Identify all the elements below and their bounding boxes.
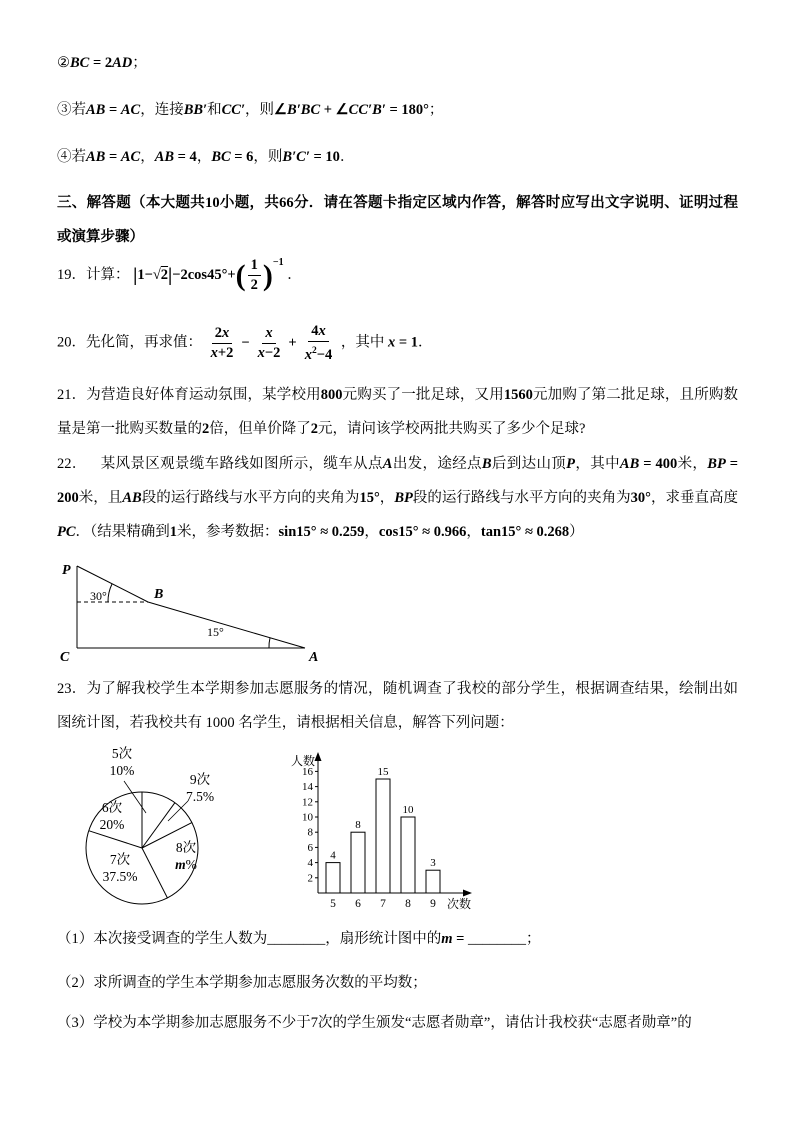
pie-slice-name: 8次 [175, 840, 197, 855]
text-segment: −2 [264, 344, 281, 361]
text-segment: BC [211, 149, 231, 165]
text-segment: 米，且 [78, 490, 123, 506]
text-segment: AC [120, 102, 141, 118]
text-segment: 元加购了第二批足球，且所购数量是第一批购买数量的 [57, 387, 739, 437]
angle-arc-15 [269, 638, 270, 648]
y-axis-arrow [315, 752, 322, 761]
pie-slice-divider [142, 848, 167, 898]
angle-arc-30 [108, 584, 112, 602]
bar-chart-figure [283, 745, 488, 920]
text-segment: ， [364, 524, 379, 540]
statement-3 [57, 97, 738, 123]
pie-slice-name: 6次 [101, 800, 123, 815]
text-segment: ∠ [274, 102, 288, 118]
y-tick-label: 16 [302, 765, 313, 778]
text-segment: = 6 [230, 149, 254, 165]
statement-4 [57, 144, 738, 170]
pie-slice-pct: 20% [99, 817, 125, 832]
problem-22 [57, 447, 738, 549]
text-segment: AB [86, 149, 106, 165]
fraction [255, 324, 284, 363]
text-segment: BP [394, 490, 413, 506]
fraction-numerator [248, 256, 261, 276]
fraction [302, 322, 336, 365]
text-segment: ．（结果精确到 [75, 524, 170, 540]
bar-chart [283, 745, 488, 920]
text-segment: AB [86, 102, 106, 118]
fraction-denominator [248, 276, 261, 295]
x-category-label: 6 [355, 898, 361, 910]
text-segment: = 400 [639, 456, 678, 472]
text-segment: x [387, 334, 396, 351]
y-tick-label: 2 [307, 872, 313, 885]
fraction [248, 256, 261, 295]
text-segment: ，连接 [140, 102, 184, 118]
pie-slice-pct: 10% [109, 763, 135, 778]
text-segment: 30° [630, 490, 651, 506]
x-category-label: 5 [330, 898, 336, 910]
text-segment: 名学生，请根据相关信息，解答下列问题： [234, 715, 514, 731]
text-segment: x [304, 346, 312, 363]
text-segment: 段的运行路线与水平方向的夹角为 [141, 490, 360, 506]
problem-19 [57, 256, 738, 295]
text-segment: = [105, 102, 121, 118]
text-segment: 1000 [205, 715, 235, 731]
text-segment: A [382, 456, 393, 472]
text-segment: ，其中 [340, 334, 388, 351]
text-segment: 15° [359, 490, 380, 506]
text-segment: BP [707, 456, 726, 472]
text-segment: ② [57, 55, 70, 71]
text-segment: ④若 [57, 149, 86, 165]
text-segment: x [210, 344, 218, 361]
text-segment: = 2 [89, 55, 113, 71]
y-axis-title: 人数 [291, 754, 316, 768]
x-category-label: 8 [405, 898, 411, 910]
text-segment: 某风景区观景缆车路线如图所示，缆车从点 [100, 456, 383, 472]
text-segment: B′BC [287, 102, 321, 118]
x-category-label: 7 [380, 898, 386, 910]
text-segment: ________ [468, 931, 527, 947]
text-segment: PC [57, 524, 76, 540]
cable-car-diagram [57, 560, 367, 670]
text-segment: 21．为营造良好体育运动氛围，某学校用 [57, 387, 321, 403]
text-segment: = 1 [395, 334, 418, 351]
text-segment: 2 [311, 346, 317, 356]
bar [326, 863, 340, 893]
triangle-figure [57, 560, 367, 665]
text-segment: ，则 [253, 149, 283, 165]
period: ． [287, 266, 302, 283]
pie-label-7ci [96, 851, 144, 885]
text-segment: 元购买了一批足球，又用 [342, 387, 504, 403]
text-segment: ， [196, 149, 212, 165]
text-segment: x [257, 344, 265, 361]
fraction-denominator [255, 344, 284, 363]
pie-slice-divider [89, 831, 142, 848]
text-segment: （2）求所调查的学生本学期参加志愿服务次数的平均数； [57, 975, 427, 991]
y-tick-label: 12 [302, 796, 313, 809]
y-tick-label: 14 [302, 781, 313, 794]
text-segment: ③若 [57, 102, 86, 118]
y-tick-label: 6 [307, 841, 313, 854]
y-tick-label: 8 [307, 826, 313, 839]
text-segment: −4 [316, 346, 333, 363]
fraction-denominator [302, 342, 336, 365]
text-segment: ， [466, 524, 481, 540]
text-segment: B [481, 456, 492, 472]
text-segment: m [441, 931, 453, 947]
fraction-numerator [262, 324, 275, 344]
pie-slice-pct: 37.5% [102, 869, 138, 884]
text-segment: BC [70, 55, 90, 71]
bar-value-label: 8 [355, 819, 361, 832]
text-segment: ； [428, 102, 444, 118]
text-segment: +2 [217, 344, 234, 361]
text-segment: + [320, 102, 336, 118]
formula-text: 1− [137, 267, 153, 283]
text-segment: 4 [311, 323, 319, 339]
section-3-title: 三、解答题（本大题共10小题，共66分．请在答题卡指定区域内作答，解答时应写出文字说明、证明过程或演算步骤） [57, 195, 738, 245]
percent-sign: % [185, 857, 197, 872]
point-label-A: A [309, 650, 319, 665]
pie-slice-name: 9次 [189, 772, 211, 787]
problem-19-head: 19．计算： [57, 266, 130, 283]
text-segment: x [265, 324, 273, 341]
problem-19-formula [133, 256, 283, 295]
text-segment: AD [112, 55, 133, 71]
pie-chart [70, 743, 280, 913]
text-segment: 和 [207, 102, 222, 118]
text-segment: sin15° ≈ 0.259 [278, 524, 365, 540]
line-PB [77, 566, 148, 602]
problem-20-tail [341, 335, 433, 351]
variable-m: m [175, 857, 186, 872]
y-tick-label: 10 [302, 811, 313, 824]
text-segment: ． [339, 149, 355, 165]
text-segment: = [105, 149, 121, 165]
text-segment: cos15° ≈ 0.966 [378, 524, 467, 540]
text-segment: tan15° ≈ 0.268 [480, 524, 570, 540]
text-segment: AB [154, 149, 175, 165]
y-tick-label: 4 [307, 857, 313, 870]
fraction-numerator [308, 322, 329, 342]
text-segment: 1 [250, 257, 258, 273]
point-label-B: B [154, 587, 164, 602]
bar [376, 779, 390, 893]
pie-slice-name: 5次 [111, 746, 133, 761]
pie-label-8ci [166, 839, 206, 873]
fraction [208, 324, 237, 363]
text-segment: CC′B′ [348, 102, 386, 118]
text-segment: 米， [677, 456, 708, 472]
pie-slice-pct [166, 856, 206, 873]
paren-left: ( [235, 258, 246, 292]
exponent: −1 [272, 257, 284, 268]
plus-operator: + [288, 334, 297, 351]
paren-right: ) [262, 258, 273, 292]
problem-20 [57, 322, 738, 365]
point-label-P: P [62, 563, 71, 578]
x-axis-arrow [463, 890, 472, 897]
statement-2 [57, 50, 738, 76]
pie-label-9ci [178, 771, 222, 805]
fraction-denominator [208, 344, 237, 363]
text-segment: AB [619, 456, 640, 472]
bar [426, 870, 440, 893]
angle-label-30: 30° [90, 589, 107, 603]
fraction-numerator [212, 324, 233, 344]
pie-slice-name: 7次 [109, 852, 131, 867]
bar [351, 832, 365, 893]
text-segment: BB′ [183, 102, 208, 118]
bar-value-label: 10 [402, 804, 414, 816]
bar-value-label: 15 [377, 766, 389, 778]
problem-20-head: 20．先化简，再求值： [57, 334, 202, 351]
text-segment: 2 [202, 421, 210, 437]
text-segment: = 4 [174, 149, 197, 165]
text-segment: ，扇形统计图中的 [325, 931, 442, 947]
text-segment: ，求垂直高度 [650, 490, 739, 506]
angle-label-15: 15° [207, 625, 224, 639]
pie-label-6ci [92, 799, 132, 833]
formula-text: −2cos45°+ [172, 267, 236, 283]
bar [401, 817, 415, 893]
text-segment: CC′ [221, 102, 246, 118]
text-segment: 倍，但单价降了 [209, 421, 311, 437]
text-segment: ） [569, 524, 584, 540]
text-segment: 后到达山顶 [491, 456, 567, 472]
text-segment: = 10 [309, 149, 340, 165]
text-segment: ， [379, 490, 395, 506]
text-segment: 米，参考数据： [177, 524, 279, 540]
question-1 [57, 922, 738, 956]
sqrt-sign: √ [152, 267, 161, 283]
problem-21 [57, 378, 738, 446]
text-segment: ； [132, 55, 147, 71]
text-segment: ， [140, 149, 155, 165]
text-segment: 23．为了解我校学生本学期参加志愿服务的情况，随机调查了我校的部分学生，根据调查结果，绘制出如图统计图，若我校共有 [57, 681, 738, 731]
text-segment: B′C′ [282, 149, 310, 165]
text-segment: AB [122, 490, 142, 506]
text-segment: x [318, 323, 326, 339]
text-segment: （1）本次接受调查的学生人数为 [57, 931, 268, 947]
text-segment: AC [120, 149, 141, 165]
text-segment: 1560 [503, 387, 533, 403]
text-segment: ∠ [335, 102, 349, 118]
text-segment: = [452, 931, 469, 947]
text-segment: ． [417, 334, 433, 351]
pie-slice-pct: 7.5% [185, 789, 215, 804]
text-segment: 2 [214, 324, 222, 341]
minus-operator: − [241, 334, 250, 351]
bar-value-label: 3 [430, 857, 436, 870]
text-segment: 800 [320, 387, 343, 403]
text-segment: 2 [310, 421, 318, 437]
text-segment: ________ [267, 931, 326, 947]
abs-bar-right: | [168, 265, 173, 286]
text-segment: 1 [169, 524, 178, 540]
text-segment: = 200 [57, 456, 739, 506]
text-segment: 段的运行路线与水平方向的夹角为 [412, 490, 631, 506]
x-category-label: 9 [430, 898, 436, 910]
text-segment: = 180° [385, 102, 429, 118]
problem-20-formula [206, 322, 338, 365]
line-BA [148, 602, 305, 648]
text-segment: x [222, 324, 230, 341]
abs-bar-left: | [133, 265, 138, 286]
text-segment: 出发，途经点 [392, 456, 482, 472]
text-segment: ； [526, 931, 541, 947]
bar-value-label: 4 [330, 849, 336, 862]
text-segment: 22． [57, 456, 87, 472]
question-2 [57, 966, 738, 1000]
text-segment: 2 [250, 277, 258, 293]
x-axis-title: 次数 [447, 897, 472, 911]
text-segment: 元，请问该学校两批共购买了多少个足球? [318, 421, 586, 437]
pie-label-5ci [98, 745, 146, 779]
text-segment: ，则 [245, 102, 275, 118]
text-segment: P [566, 456, 576, 472]
radicand: 2 [160, 267, 169, 283]
point-label-C: C [60, 650, 70, 665]
question-3 [57, 1006, 738, 1040]
text-segment: ，其中 [575, 456, 620, 472]
text-segment: （3）学校为本学期参加志愿服务不少于7次的学生颁发“志愿者勋章”，请估计我校获“志愿者勋章”的 [57, 1015, 692, 1031]
problem-23 [57, 672, 738, 740]
